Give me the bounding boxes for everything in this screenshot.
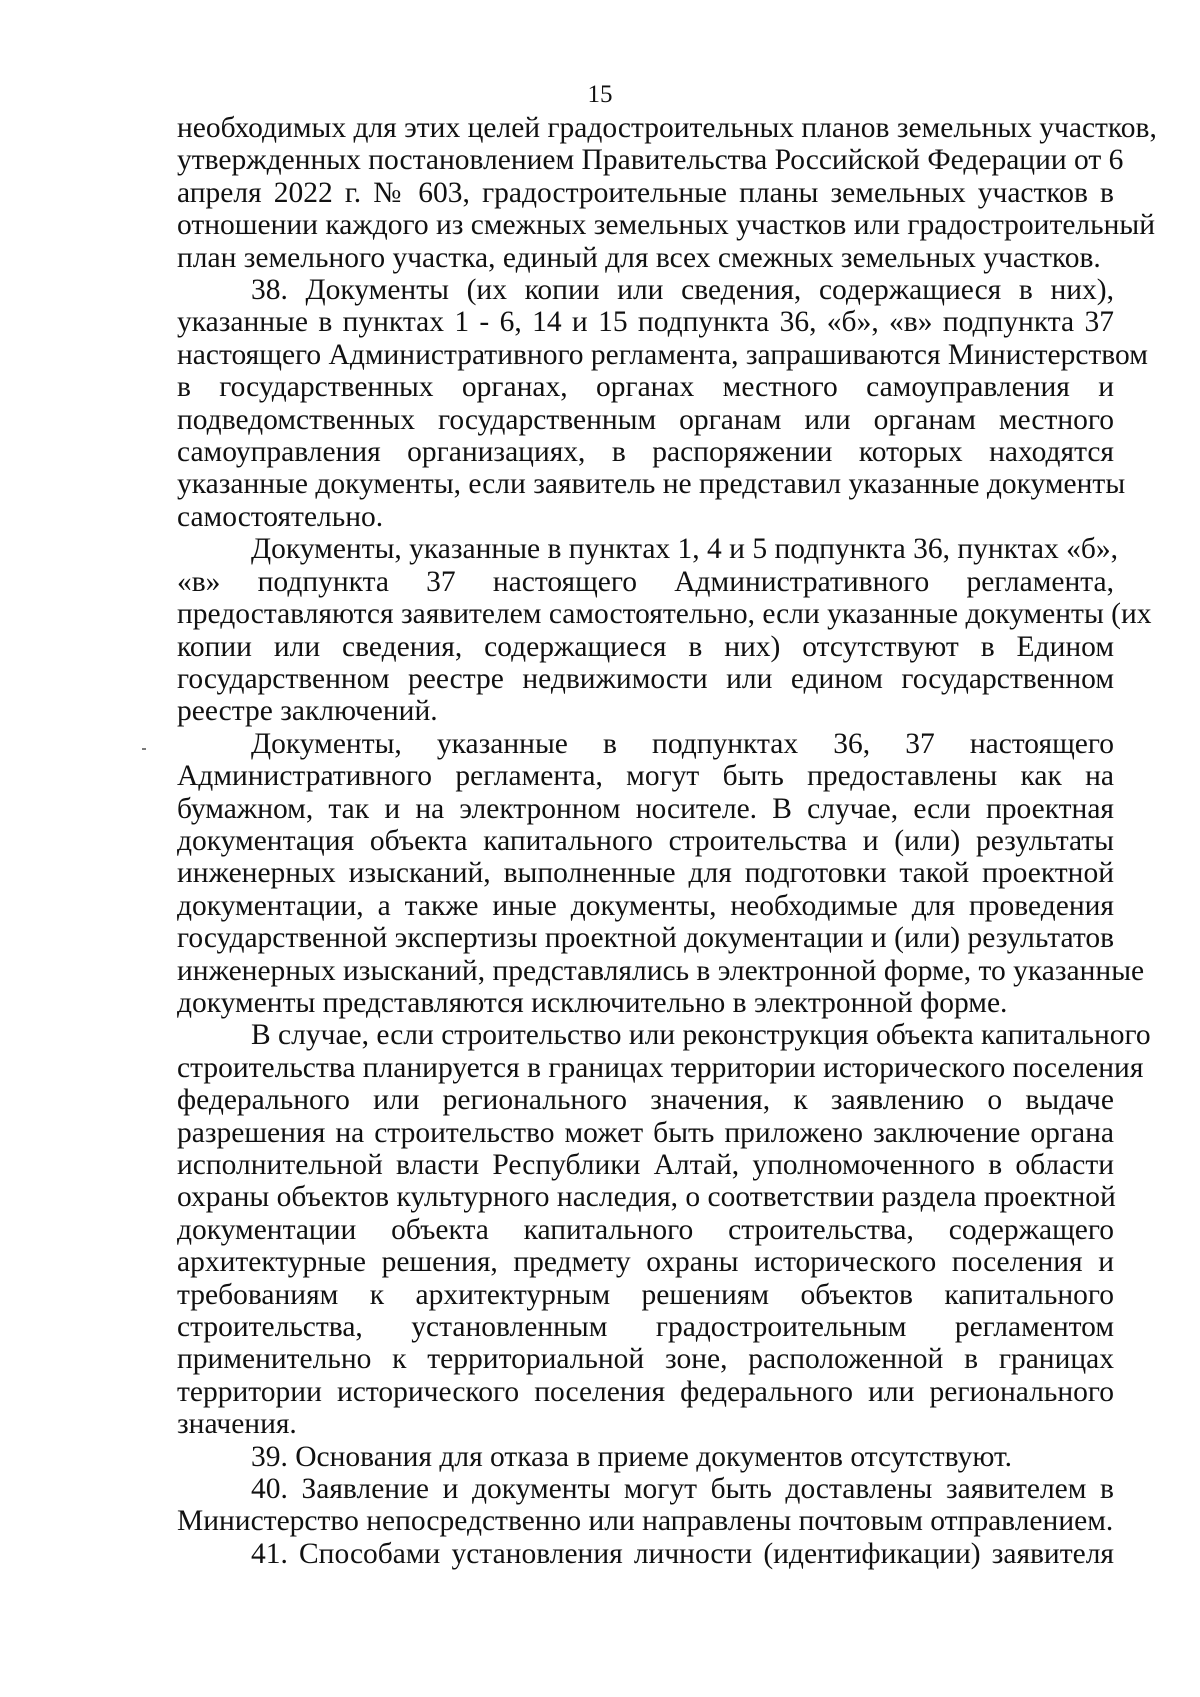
text-line: 41. Способами установления личности (идентификации) заявителя [251,1537,1114,1570]
scan-mark [142,748,146,750]
text-line: самостоятельно. [177,500,384,533]
text-line: Административного регламента, могут быть предоставлены как на [177,760,1114,793]
text-line: в государственных органах, органах местного самоуправления и [177,371,1114,404]
document-body [177,112,1157,1570]
text-line: инженерных изысканий, выполненные для подготовки такой проектной [177,857,1114,890]
text-line: строительства планируется в границах территории исторического поселения [177,1051,1144,1084]
text-line: документация объекта капитального строительства и (или) результаты [177,824,1114,857]
text-line: применительно к территориальной зоне, расположенной в границах [177,1343,1114,1376]
text-line: апреля 2022 г. № 603, градостроительные планы земельных участков в [177,176,1114,209]
text-line: Документы, указанные в подпунктах 36, 37 настоящего [251,727,1114,760]
text-line: государственной экспертизы проектной документации и (или) результатов [177,922,1114,955]
text-line: настоящего Административного регламента, запрашиваются Министерством [177,338,1148,371]
text-line: инженерных изысканий, представлялись в электронной форме, то указанные [177,954,1145,987]
text-line: бумажном, так и на электронном носителе. В случае, если проектная [177,792,1114,825]
text-line: подведомственных государственным органам или органам местного [177,403,1114,436]
text-line: самоуправления организациях, в распоряжении которых находятся [177,436,1114,469]
text-line: строительства, установленным градостроительным регламентом [177,1311,1114,1344]
page-number: 15 [587,81,613,108]
text-line: копии или сведения, содержащиеся в них) отсутствуют в Едином [177,630,1114,663]
text-line: план земельного участка, единый для всех смежных земельных участков. [177,241,1101,274]
text-line: требованиям к архитектурным решениям объектов капитального [177,1278,1114,1311]
text-line: 40. Заявление и документы могут быть доставлены заявителем в [251,1473,1114,1506]
text-line: «в» подпункта 37 настоящего Административного регламента, [177,565,1114,598]
text-line: Министерство непосредственно или направлены почтовым отправлением. [177,1505,1114,1538]
text-line: значения. [177,1408,297,1441]
text-line: утвержденных постановлением Правительства Российской Федерации от 6 [177,144,1124,177]
text-line: указанные в пунктах 1 - 6, 14 и 15 подпункта 36, «б», «в» подпункта 37 [177,306,1114,339]
text-line: 39. Основания для отказа в приеме документов отсутствуют. [251,1440,1013,1473]
text-line: разрешения на строительство может быть приложено заключение органа [177,1116,1114,1149]
text-line: федерального или регионального значения, к заявлению о выдаче [177,1084,1114,1117]
text-line: Документы, указанные в пунктах 1, 4 и 5 подпункта 36, пунктах «б», [251,533,1119,566]
text-line: территории исторического поселения федерального или регионального [177,1375,1114,1408]
text-line: реестре заключений. [177,695,438,728]
text-line: В случае, если строительство или реконструкция объекта капитального [251,1019,1151,1052]
text-line: документации, а также иные документы, необходимые для проведения [177,889,1114,922]
text-line: предоставляются заявителем самостоятельно, если указанные документы (их [177,598,1152,631]
text-line: государственном реестре недвижимости или едином государственном [177,662,1114,695]
text-line: документы представляются исключительно в электронной форме. [177,986,1008,1019]
text-line: охраны объектов культурного наследия, о соответствии раздела проектной [177,1181,1116,1214]
text-line: архитектурные решения, предмету охраны исторического поселения и [177,1246,1114,1279]
text-line: документации объекта капитального строительства, содержащего [177,1213,1114,1246]
text-line: отношении каждого из смежных земельных участков или градостроительный [177,209,1155,242]
text-line: указанные документы, если заявитель не представил указанные документы [177,468,1126,501]
text-line: 38. Документы (их копии или сведения, содержащиеся в них), [251,274,1114,307]
text-line: исполнительной власти Республики Алтай, уполномоченного в области [177,1149,1114,1181]
text-line: необходимых для этих целей градостроительных планов земельных участков, [177,112,1157,144]
